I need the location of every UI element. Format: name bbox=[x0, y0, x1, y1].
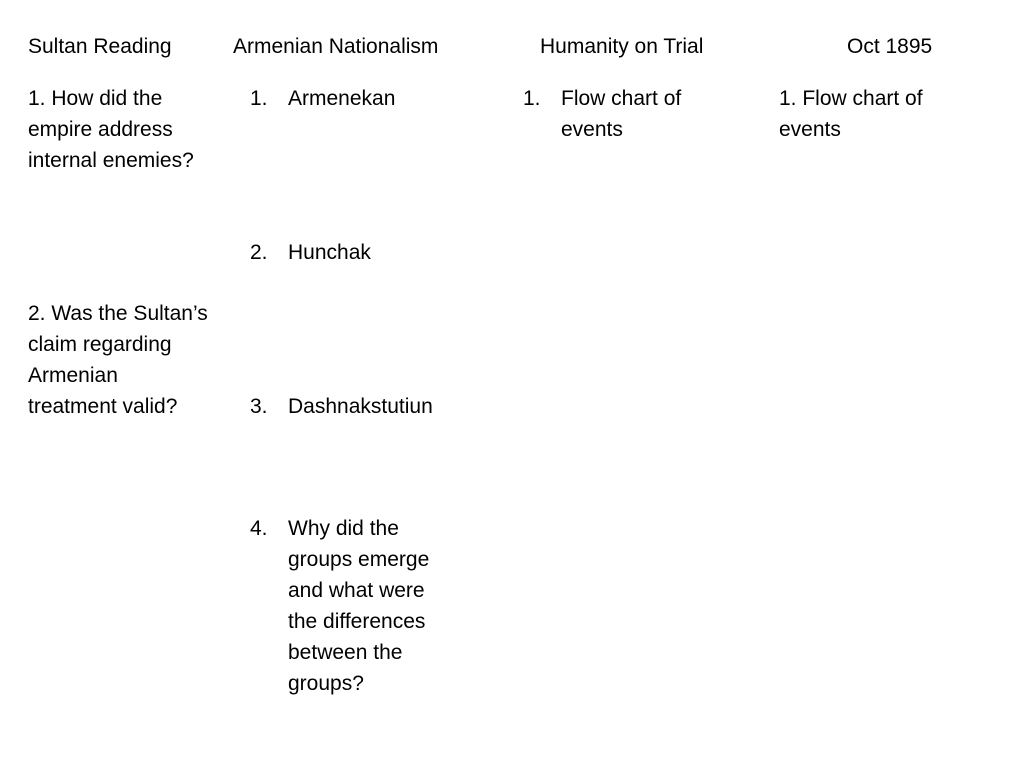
list-number: 3. bbox=[250, 395, 268, 418]
list-item-text: the differences bbox=[288, 610, 426, 633]
header-sultan-reading: Sultan Reading bbox=[28, 35, 172, 58]
col1-q2-line: treatment valid? bbox=[28, 395, 178, 418]
col1-q1-line: 1. How did the bbox=[28, 87, 163, 110]
col4-line: 1. Flow chart of bbox=[779, 87, 923, 110]
list-item-text: and what were bbox=[288, 579, 425, 602]
col4-line: events bbox=[779, 118, 841, 141]
list-item-text: groups emerge bbox=[288, 548, 430, 571]
col1-q1-line: empire address bbox=[28, 118, 173, 141]
list-item-text: Hunchak bbox=[288, 241, 371, 264]
header-oct-1895: Oct 1895 bbox=[847, 35, 933, 58]
list-item-text: Armenekan bbox=[288, 87, 396, 110]
col1-q2-line: Armenian bbox=[28, 364, 118, 387]
list-number: 1. bbox=[250, 87, 268, 110]
list-item-text: between the bbox=[288, 641, 403, 664]
col1-q2-line: 2. Was the Sultan’s bbox=[28, 302, 208, 325]
list-item-text: Flow chart of bbox=[561, 87, 682, 110]
col1-q1-line: internal enemies? bbox=[28, 149, 194, 172]
list-item-text: Dashnakstutiun bbox=[288, 395, 433, 418]
header-armenian-nationalism: Armenian Nationalism bbox=[233, 35, 439, 58]
list-item-text: Why did the bbox=[288, 517, 399, 540]
list-number: 1. bbox=[523, 87, 541, 110]
list-item-text: groups? bbox=[288, 672, 364, 695]
list-number: 2. bbox=[250, 241, 268, 264]
header-humanity-on-trial: Humanity on Trial bbox=[540, 35, 704, 58]
list-item-text: events bbox=[561, 118, 623, 141]
list-number: 4. bbox=[250, 517, 268, 540]
col1-q2-line: claim regarding bbox=[28, 333, 172, 356]
